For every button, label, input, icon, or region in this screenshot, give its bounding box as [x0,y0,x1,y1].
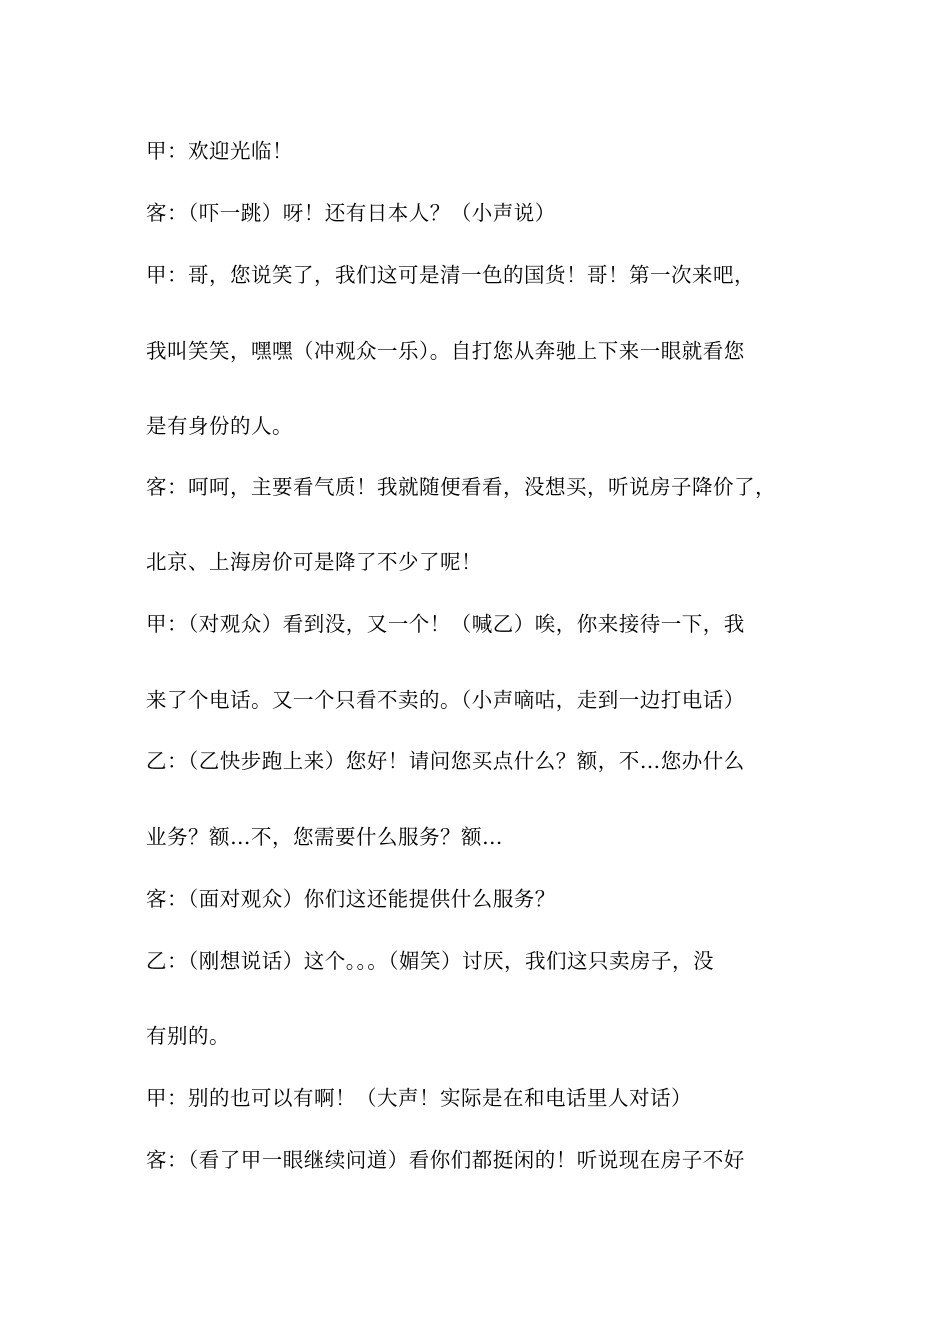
text-line: 客：（面对观众）你们这还能提供什么服务？ [146,887,556,911]
text-line: 是有身份的人。 [146,414,293,438]
text-line: 我叫笑笑，嘿嘿（冲观众一乐）。自打您从奔驰上下来一眼就看您 [146,339,745,363]
text-line: 甲：欢迎光临！ [146,139,293,163]
text-line: 甲：哥，您说笑了，我们这可是清一色的国货！哥！第一次来吧， [146,263,755,287]
text-line: 业务？额…不，您需要什么服务？额… [146,825,503,849]
text-line: 北京、上海房价可是降了不少了呢！ [146,550,482,574]
text-line: 甲：别的也可以有啊！（大声！实际是在和电话里人对话） [146,1086,692,1110]
text-line: 客：呵呵，主要看气质！我就随便看看，没想买，听说房子降价了， [146,475,776,499]
text-line: 来了个电话。又一个只看不卖的。（小声嘀咕，走到一边打电话） [146,688,745,712]
text-line: 乙：（刚想说话）这个。。。（媚笑）讨厌，我们这只卖房子，没 [146,949,714,973]
text-line: 客：（看了甲一眼继续问道）看你们都挺闲的！听说现在房子不好 [146,1148,745,1172]
text-line: 客：（吓一跳）呀！还有日本人？（小声说） [146,201,556,225]
text-line: 乙：（乙快步跑上来）您好！请问您买点什么？额，不…您办什么 [146,749,745,773]
text-line: 有别的。 [146,1024,230,1048]
text-line: 甲：（对观众）看到没，又一个！（喊乙）唉，你来接待一下，我 [146,612,745,636]
